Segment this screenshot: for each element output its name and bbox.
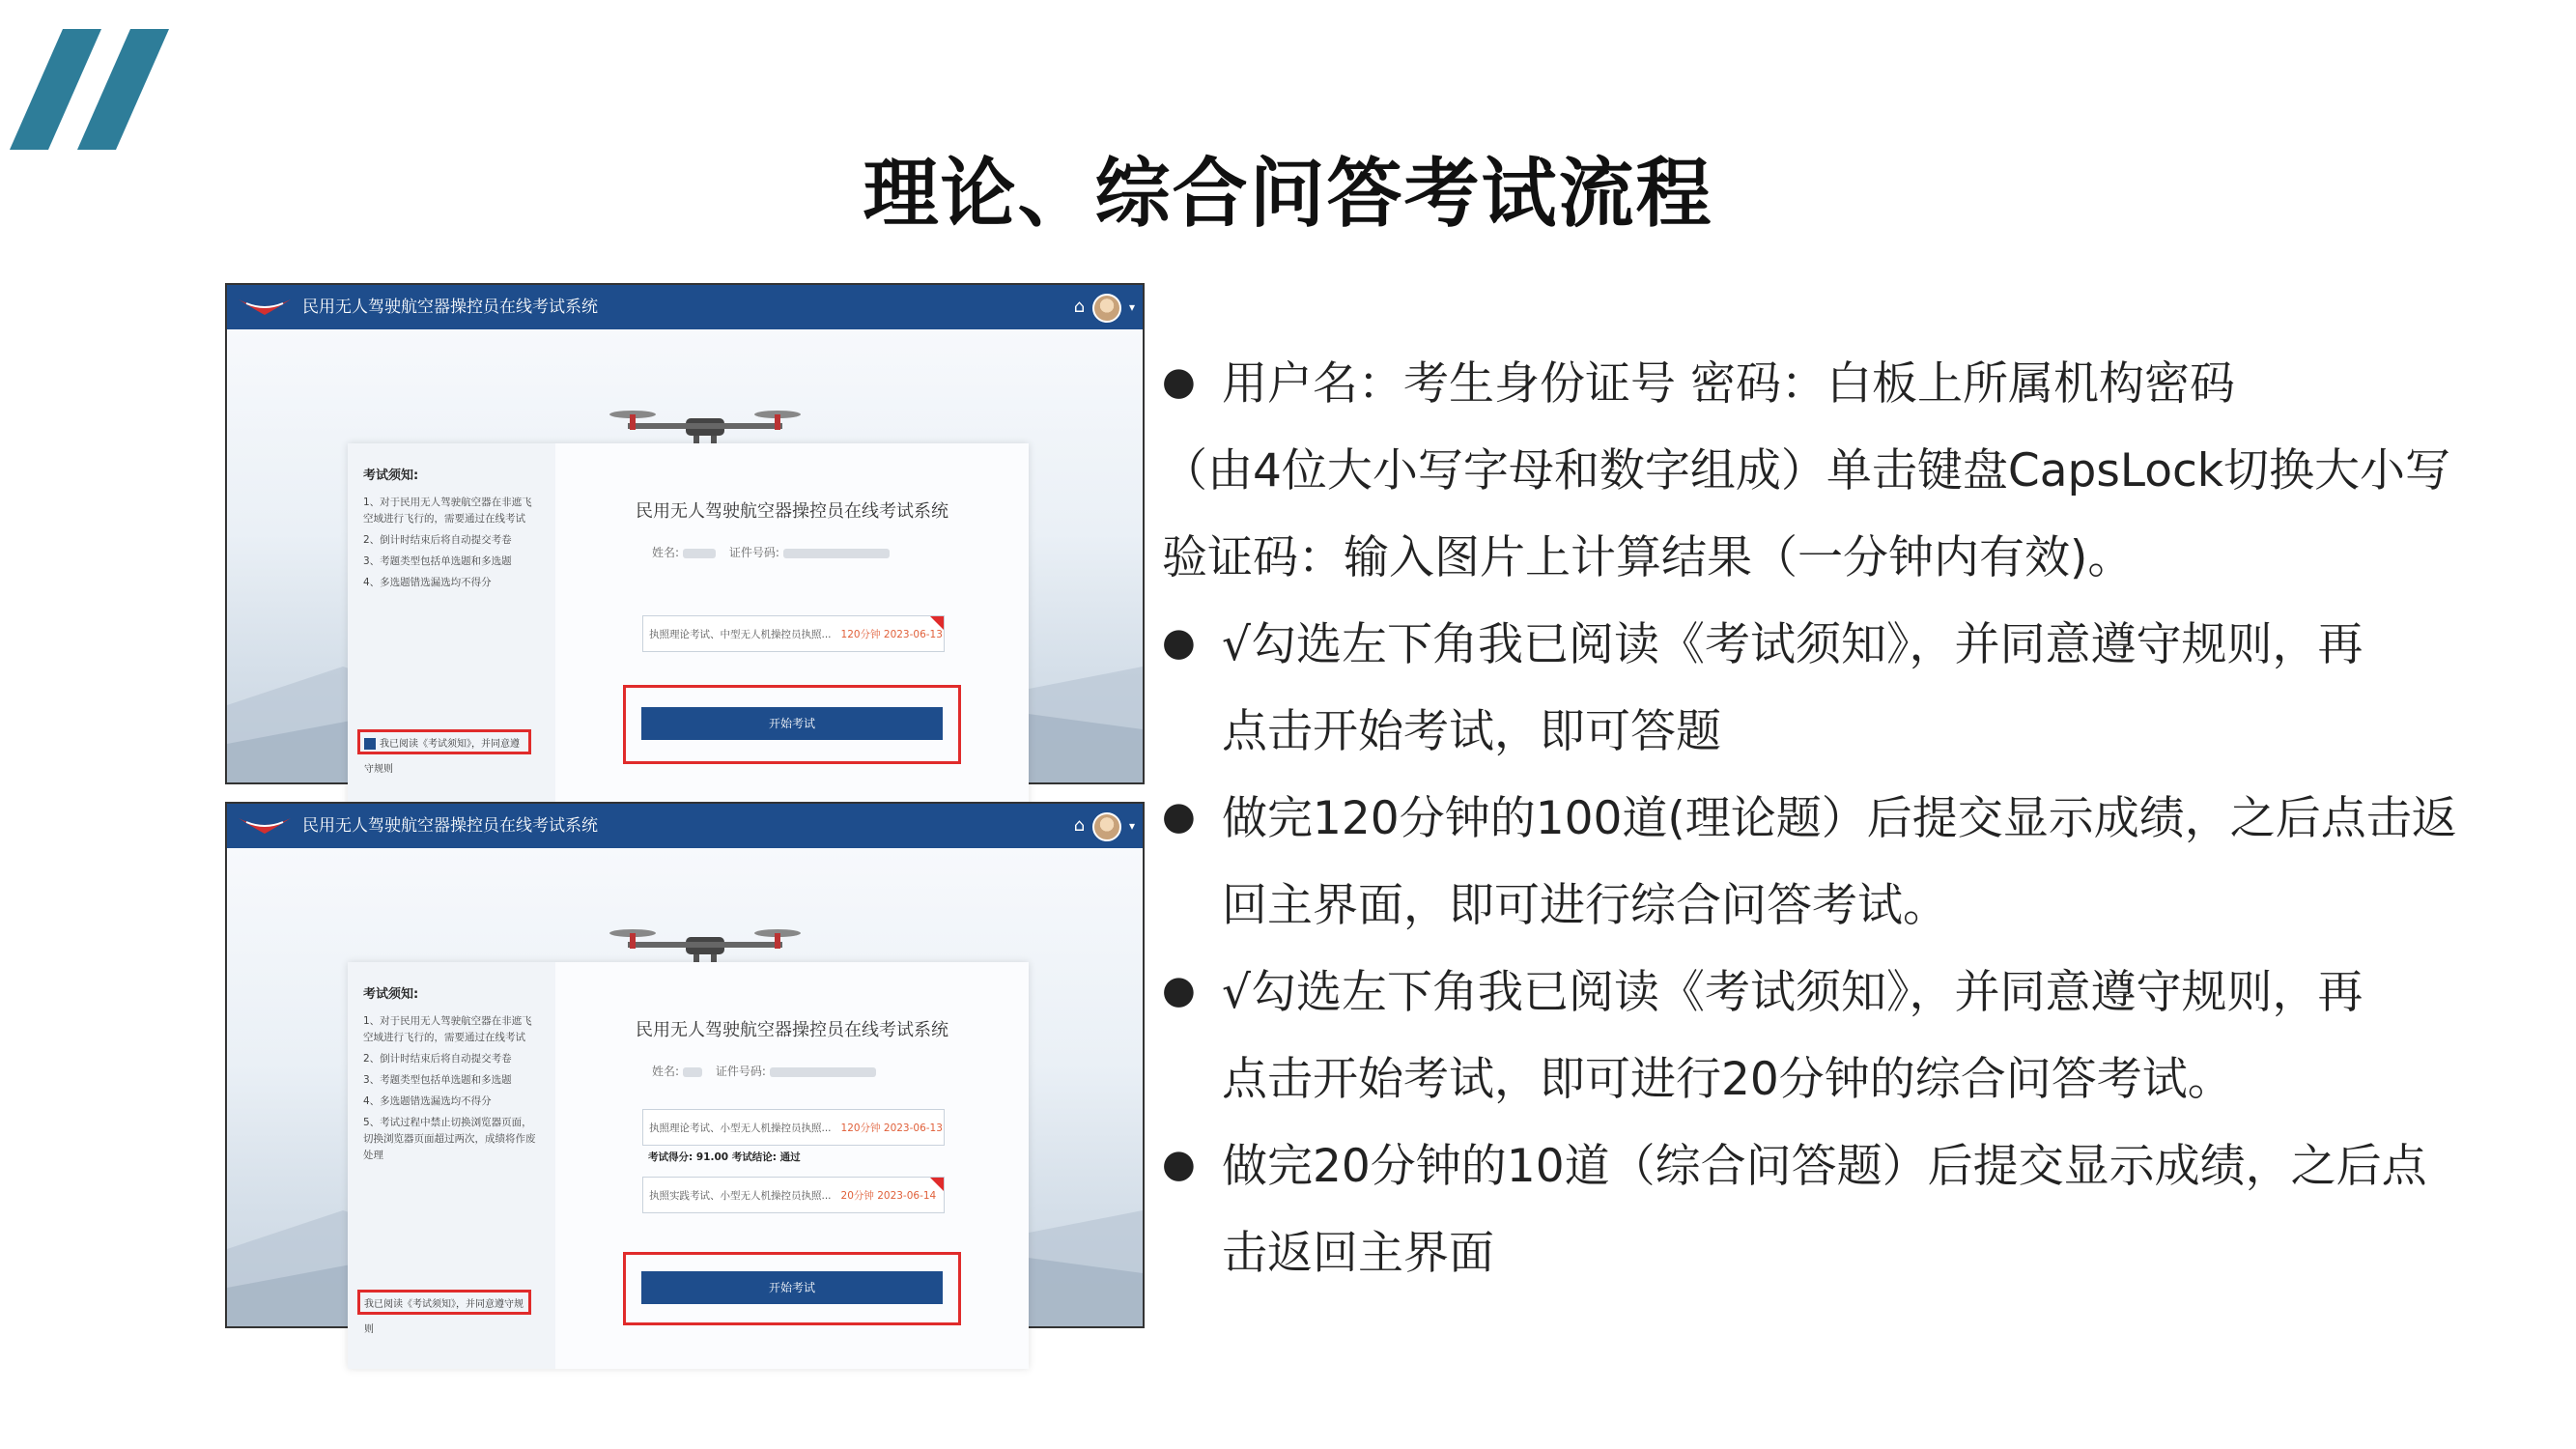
- exam-time: 120分钟 2023-06-13: [840, 1122, 943, 1134]
- form-title: 民用无人驾驶航空器操控员在线考试系统: [636, 501, 948, 522]
- bullet-1-line-2: （由4位大小写字母和数字组成）单击键盘CapsLock切换大小写: [1162, 444, 2451, 497]
- notice-item: 5、考试过程中禁止切换浏览器页面，切换浏览器页面超过两次，成绩将作废处理: [363, 1117, 536, 1161]
- system-title: 民用无人驾驶航空器操控员在线考试系统: [302, 298, 598, 317]
- checkbox-checked-icon[interactable]: [364, 738, 376, 750]
- agree-label: 我已阅读《考试须知》，并同意遵守规则: [364, 1299, 524, 1335]
- notice-item: 3、考题类型包括单选题和多选题: [363, 555, 512, 567]
- exam-row[interactable]: [642, 1177, 945, 1213]
- notice-title: 考试须知:: [363, 987, 419, 1002]
- background-sky: [227, 848, 1143, 1335]
- bullet-3-line-1: 做完120分钟的100道(理论题）后提交显示成绩，之后点击返: [1222, 792, 2457, 845]
- bullet-dot-icon: ●: [1162, 620, 1196, 665]
- exam-form: [555, 443, 1029, 825]
- bullet-dot-icon: ●: [1162, 359, 1196, 404]
- avatar[interactable]: [1092, 812, 1121, 841]
- exam-row[interactable]: [642, 615, 945, 652]
- background-sky: [227, 329, 1143, 782]
- exam-name: 执照理论考试、小型无人机操控员执照...: [649, 1122, 832, 1134]
- avatar[interactable]: [1092, 294, 1121, 323]
- user-meta: [652, 1063, 886, 1079]
- bullet-4-line-2: 点击开始考试，即可进行20分钟的综合问答考试。: [1222, 1053, 2233, 1106]
- agree-checkbox[interactable]: [357, 1290, 531, 1335]
- home-icon[interactable]: ⌂: [1073, 297, 1085, 317]
- login-panel: [348, 962, 1029, 1369]
- agree-label: 我已阅读《考试须知》，并同意遵守规则: [364, 739, 520, 775]
- login-panel: [348, 443, 1029, 825]
- bullet-3-line-2: 回主界面，即可进行综合问答考试。: [1222, 879, 1948, 932]
- notice-title: 考试须知:: [363, 469, 419, 483]
- selected-corner-icon: [930, 1178, 944, 1191]
- app-topbar: [227, 285, 1143, 329]
- exam-name: 执照实践考试、小型无人机操控员执照...: [649, 1190, 832, 1202]
- notice-item: 1、对于民用无人驾驶航空器在非遮飞空域进行飞行的，需要通过在线考试: [363, 497, 532, 525]
- bullet-dot-icon: ●: [1162, 794, 1196, 838]
- app-topbar: [227, 804, 1143, 848]
- bullet-1-line-3: 验证码：输入图片上计算结果（一分钟内有效)。: [1162, 531, 2134, 584]
- name-label: 姓名:: [652, 546, 680, 559]
- exam-name: 执照理论考试、中型无人机操控员执照...: [649, 629, 832, 640]
- bullet-4-line-1: √勾选左下角我已阅读《考试须知》，并同意遵守规则，再: [1222, 966, 2364, 1019]
- wings-logo-icon: [237, 812, 293, 839]
- notice-item: 3、考题类型包括单选题和多选题: [363, 1074, 512, 1086]
- exam-row[interactable]: [642, 1109, 945, 1146]
- id-label: 证件号码:: [715, 1065, 766, 1078]
- agree-checkbox[interactable]: [357, 729, 531, 775]
- wings-logo-icon: [237, 294, 293, 321]
- bullet-2-line-1: √勾选左下角我已阅读《考试须知》，并同意遵守规则，再: [1222, 618, 2364, 671]
- user-meta: [652, 544, 899, 560]
- exam-form: [555, 962, 1029, 1369]
- notice-item: 4、多选题错选漏选均不得分: [363, 577, 492, 588]
- form-title: 民用无人驾驶航空器操控员在线考试系统: [636, 1020, 948, 1040]
- page-title: 理论、综合问答考试流程: [863, 151, 1713, 238]
- notice-item: 2、倒计时结束后将自动提交考卷: [363, 534, 512, 546]
- start-exam-button[interactable]: 开始考试: [641, 1271, 943, 1304]
- bullet-1-line-1: 用户名：考生身份证号 密码：白板上所属机构密码: [1222, 357, 2235, 411]
- notice-item: 1、对于民用无人驾驶航空器在非遮飞空域进行飞行的，需要通过在线考试: [363, 1015, 532, 1043]
- bullet-5-line-1: 做完20分钟的10道（综合问答题）后提交显示成绩，之后点: [1222, 1140, 2427, 1193]
- start-exam-button[interactable]: 开始考试: [641, 707, 943, 740]
- bullet-dot-icon: ●: [1162, 1142, 1196, 1186]
- start-highlight: [623, 685, 961, 764]
- start-highlight: [623, 1252, 961, 1325]
- system-title: 民用无人驾驶航空器操控员在线考试系统: [302, 816, 598, 836]
- exam-screenshot-1: [225, 283, 1145, 784]
- id-label: 证件号码:: [728, 546, 779, 559]
- bullet-5-line-2: 击返回主界面: [1222, 1227, 1494, 1280]
- chevron-down-icon[interactable]: ▾: [1128, 819, 1135, 833]
- exam-screenshot-2: [225, 802, 1145, 1335]
- bullet-dot-icon: ●: [1162, 968, 1196, 1012]
- name-label: 姓名:: [652, 1065, 680, 1078]
- home-icon[interactable]: ⌂: [1073, 815, 1085, 836]
- notice-item: 4、多选题错选漏选均不得分: [363, 1095, 492, 1107]
- exam-time: 120分钟 2023-06-13: [840, 629, 943, 640]
- score-line: 考试得分: 91.00 考试结论: 通过: [648, 1151, 801, 1163]
- selected-corner-icon: [930, 616, 944, 630]
- exam-time: 20分钟 2023-06-14: [840, 1190, 937, 1202]
- chevron-down-icon[interactable]: ▾: [1128, 300, 1135, 314]
- bullet-2-line-2: 点击开始考试，即可答题: [1222, 705, 1721, 758]
- notice-item: 2、倒计时结束后将自动提交考卷: [363, 1053, 512, 1065]
